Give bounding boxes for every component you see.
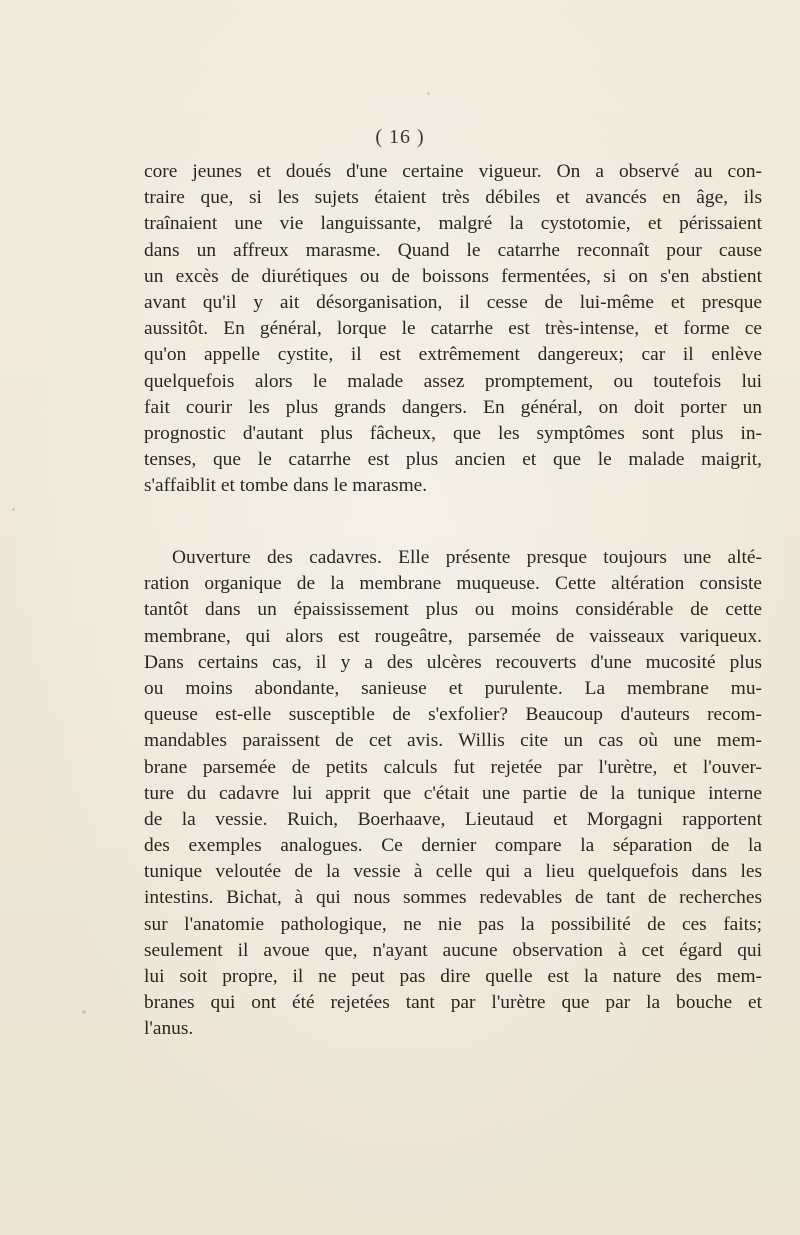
text-line: prognostic d'autant plus fâcheux, que les symptômes sont plus in- <box>144 422 762 444</box>
text-line: traînaient une vie languissante, malgré la cystotomie, et périssaient <box>144 213 762 235</box>
paper-speck <box>427 92 430 95</box>
text-line: tantôt dans un épaississement plus ou moins considérable de cette <box>144 599 762 621</box>
paragraph-ouverture-des-cadavres <box>144 545 762 1043</box>
text-line: Ouverture des cadavres. Elle présente presque toujours une alté- <box>172 547 762 568</box>
text-line: l'anus. <box>144 1018 194 1040</box>
text-line: tunique veloutée de la vessie à celle qui a lieu quelquefois dans les <box>144 861 762 883</box>
text-line: des exemples analogues. Ce dernier compare la séparation de la <box>144 835 762 857</box>
text-line: quelquefois alors le malade assez promptement, ou toutefois lui <box>144 370 762 392</box>
text-line: ou moins abondante, sanieuse et purulente. La membrane mu- <box>144 677 762 699</box>
text-line: traire que, si les sujets étaient très débiles et avancés en âge, ils <box>144 187 762 209</box>
text-line: de la vessie. Ruich, Boerhaave, Lieutaud et Morgagni rapportent <box>144 808 762 830</box>
text-line: brane parsemée de petits calculs fut rejetée par l'urètre, et l'ouver- <box>144 756 762 778</box>
text-line: avant qu'il y ait désorganisation, il cesse de lui-même et presque <box>144 291 762 313</box>
text-line: fait courir les plus grands dangers. En général, on doit porter un <box>144 396 762 418</box>
text-line: core jeunes et doués d'une certaine vigueur. On a observé au con- <box>144 161 762 182</box>
text-line: intestins. Bichat, à qui nous sommes redevables de tant de recherches <box>144 887 762 909</box>
text-line: queuse est-elle susceptible de s'exfolier? Beaucoup d'auteurs recom- <box>144 704 762 726</box>
text-line: branes qui ont été rejetées tant par l'urètre que par la bouche et <box>144 992 762 1014</box>
paper-speck <box>82 1010 86 1014</box>
paragraph-continuation <box>144 159 762 499</box>
text-line: lui soit propre, il ne peut pas dire quelle est la nature des mem- <box>144 966 762 987</box>
text-line: dans un affreux marasme. Quand le catarrhe reconnaît pour cause <box>144 239 762 261</box>
text-line: s'affaiblit et tombe dans le marasme. <box>144 475 428 497</box>
text-line: ture du cadavre lui apprit que c'était une partie de la tunique interne <box>144 782 762 804</box>
text-line: membrane, qui alors est rougeâtre, parsemée de vaisseaux variqueux. <box>144 625 762 647</box>
text-line: un excès de diurétiques ou de boissons fermentées, si on s'en abstient <box>144 265 762 287</box>
text-line: aussitôt. En général, lorque le catarrhe est très-intense, et forme ce <box>144 318 762 340</box>
text-line: mandables paraissent de cet avis. Willis cite un cas où une mem- <box>144 730 762 752</box>
text-line: seulement il avoue que, n'ayant aucune observation à cet égard qui <box>144 939 762 961</box>
text-line: Dans certains cas, il y a des ulcères recouverts d'une mucosité plus <box>144 651 762 673</box>
text-line: tenses, que le catarrhe est plus ancien et que le malade maigrit, <box>144 449 762 471</box>
text-line: sur l'anatomie pathologique, ne nie pas la possibilité de ces faits; <box>144 913 762 935</box>
page-number: ( 16 ) <box>375 126 425 148</box>
paper-speck <box>12 508 15 511</box>
text-line: ration organique de la membrane muqueuse. Cette altération consiste <box>144 573 762 595</box>
text-line: qu'on appelle cystite, il est extrêmement dangereux; car il enlève <box>144 344 762 366</box>
